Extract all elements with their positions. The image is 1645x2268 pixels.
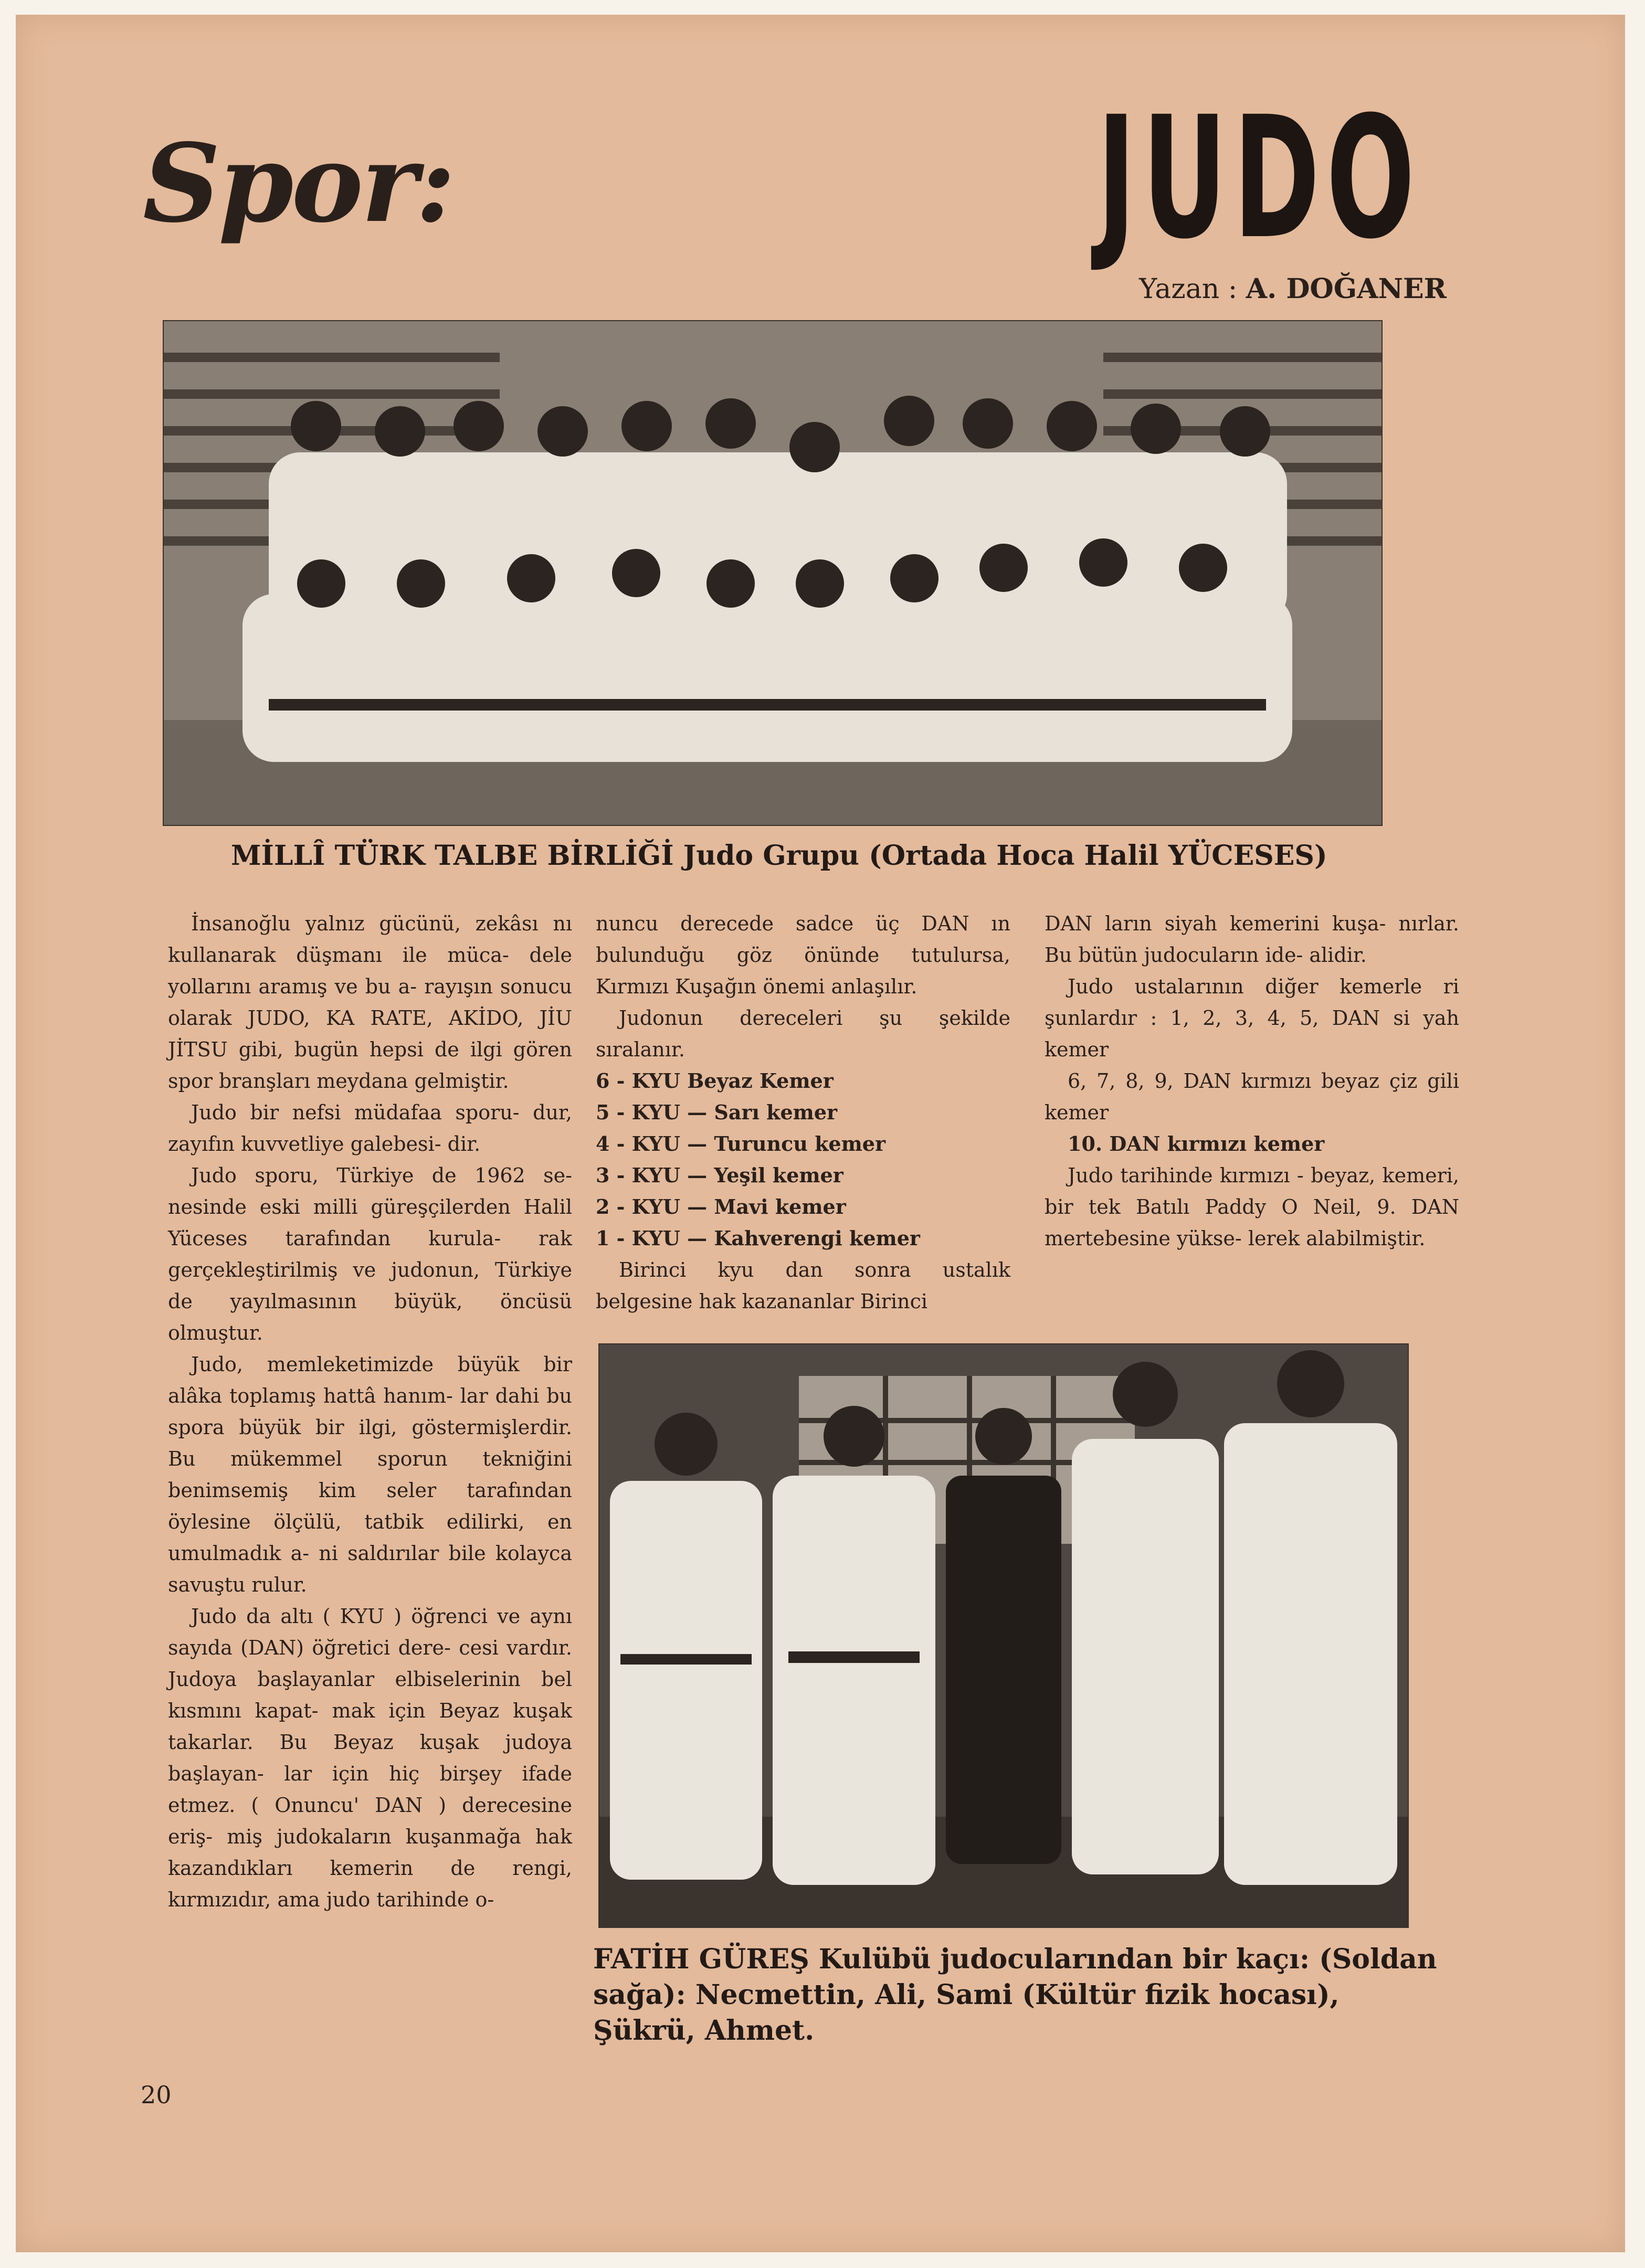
paragraph: Judo tarihinde kırmızı - beyaz, kemeri, bir tek Batılı Paddy O Neil, 9. DAN mertebesine yükse- lerek alabilmiştir. bbox=[1045, 1164, 1459, 1250]
byline bbox=[1139, 273, 1447, 305]
paragraph: nuncu derecede sadce üç DAN ın bulunduğu göz önünde tutulursa, Kırmızı Kuşağın önemi anlaşılır. bbox=[596, 912, 1010, 998]
paragraph: 10. DAN kırmızı kemer bbox=[1068, 1132, 1325, 1156]
list-item: 2 - KYU — Mavi kemer bbox=[596, 1195, 846, 1218]
list-item: 5 - KYU — Sarı kemer bbox=[596, 1100, 838, 1124]
belt-ranks-list bbox=[596, 1065, 1010, 1254]
paragraph: Judo, memleketimizde büyük bir alâka toplamış hattâ hanım- lar dahi bu spora büyük bir ilgi, göstermişlerdir. Bu mükemmel sporun tekniğini benimsemiş kim seler tarafından öylesine ölçülü, tatbik edilirki, en umulmadık a- ni saldırılar bile kolayca savuştu rulur. bbox=[168, 1353, 572, 1596]
paragraph: Judo sporu, Türkiye de 1962 se- nesinde eski milli güreşçilerden Halil Yüceses tarafından kurula- rak gerçekleştirilmiş ve judonun, Türkiye de yayılmasının büyük, öncüsü olmuştur. bbox=[168, 1164, 572, 1344]
paragraph: Judo da altı ( KYU ) öğrenci ve aynı sayıda (DAN) öğretici dere- cesi vardır. Judoya başlayanlar elbiselerinin bel kısmını kapat- mak için Beyaz kuşak takarlar. Bu Beyaz kuşak judoya başlayan- lar için hiç birşey ifade etmez. ( Onuncu' DAN ) derecesine eriş- miş judokaların kuşanmağa hak kazandıkları kemerin de rengi, kırmızıdır, ama judo tarihinde o- bbox=[168, 1605, 572, 1911]
paragraph: DAN ların siyah kemerini kuşa- nırlar. Bu bütün judocuların ide- alidir. bbox=[1045, 912, 1459, 967]
paragraph: Judo bir nefsi müdafaa sporu- dur, zayıfın kuvvetliye galebesi- dir. bbox=[168, 1101, 572, 1156]
list-item: 3 - KYU — Yeşil kemer bbox=[596, 1163, 843, 1187]
section-logo: Spor: bbox=[143, 121, 454, 247]
club-photo bbox=[598, 1343, 1409, 1928]
list-item: 4 - KYU — Turuncu kemer bbox=[596, 1132, 886, 1156]
group-photo-image bbox=[164, 321, 1382, 825]
article-column-1 bbox=[168, 908, 572, 1915]
club-photo-caption: FATİH GÜREŞ Kulübü judocularından bir kaçı: (Soldan sağa): Necmettin, Ali, Sami (Kültür fizik hocası), Şükrü, Ahmet. bbox=[593, 1943, 1437, 2047]
article-column-3 bbox=[1045, 908, 1459, 1254]
paragraph: İnsanoğlu yalnız gücünü, zekâsı nı kullanarak düşmanı ile müca- dele yollarını aramış ve bu a- rayışın sonucu olarak JUDO, KA RATE, AKİDO, JİU JİTSU gibi, bugün hepsi de ilgi gören spor branşları meydana gelmiştir. bbox=[168, 912, 572, 1093]
byline-prefix: Yazan : bbox=[1139, 273, 1238, 305]
paragraph: 6, 7, 8, 9, DAN kırmızı beyaz çiz gili kemer bbox=[1045, 1069, 1459, 1124]
list-item: 6 - KYU Beyaz Kemer bbox=[596, 1069, 834, 1093]
list-item: 1 - KYU — Kahverengi kemer bbox=[596, 1226, 920, 1250]
group-photo-caption: MİLLÎ TÜRK TALBE BİRLİĞİ Judo Grupu (Ortada Hoca Halil YÜCESES) bbox=[231, 840, 1327, 872]
paragraph: Judonun dereceleri şu şekilde sıralanır. bbox=[596, 1006, 1010, 1061]
article-column-2 bbox=[596, 908, 1010, 1317]
page-number: 20 bbox=[141, 2081, 172, 2109]
paragraph: Judo ustalarının diğer kemerle ri şunlardır : 1, 2, 3, 4, 5, DAN si yah kemer bbox=[1045, 975, 1459, 1061]
paragraph: Birinci kyu dan sonra ustalık belgesine hak kazananlar Birinci bbox=[596, 1258, 1010, 1313]
byline-author: A. DOĞANER bbox=[1246, 273, 1447, 305]
group-photo bbox=[163, 320, 1383, 826]
article-title: JUDO bbox=[1097, 81, 1421, 276]
club-photo-image bbox=[599, 1344, 1408, 1927]
